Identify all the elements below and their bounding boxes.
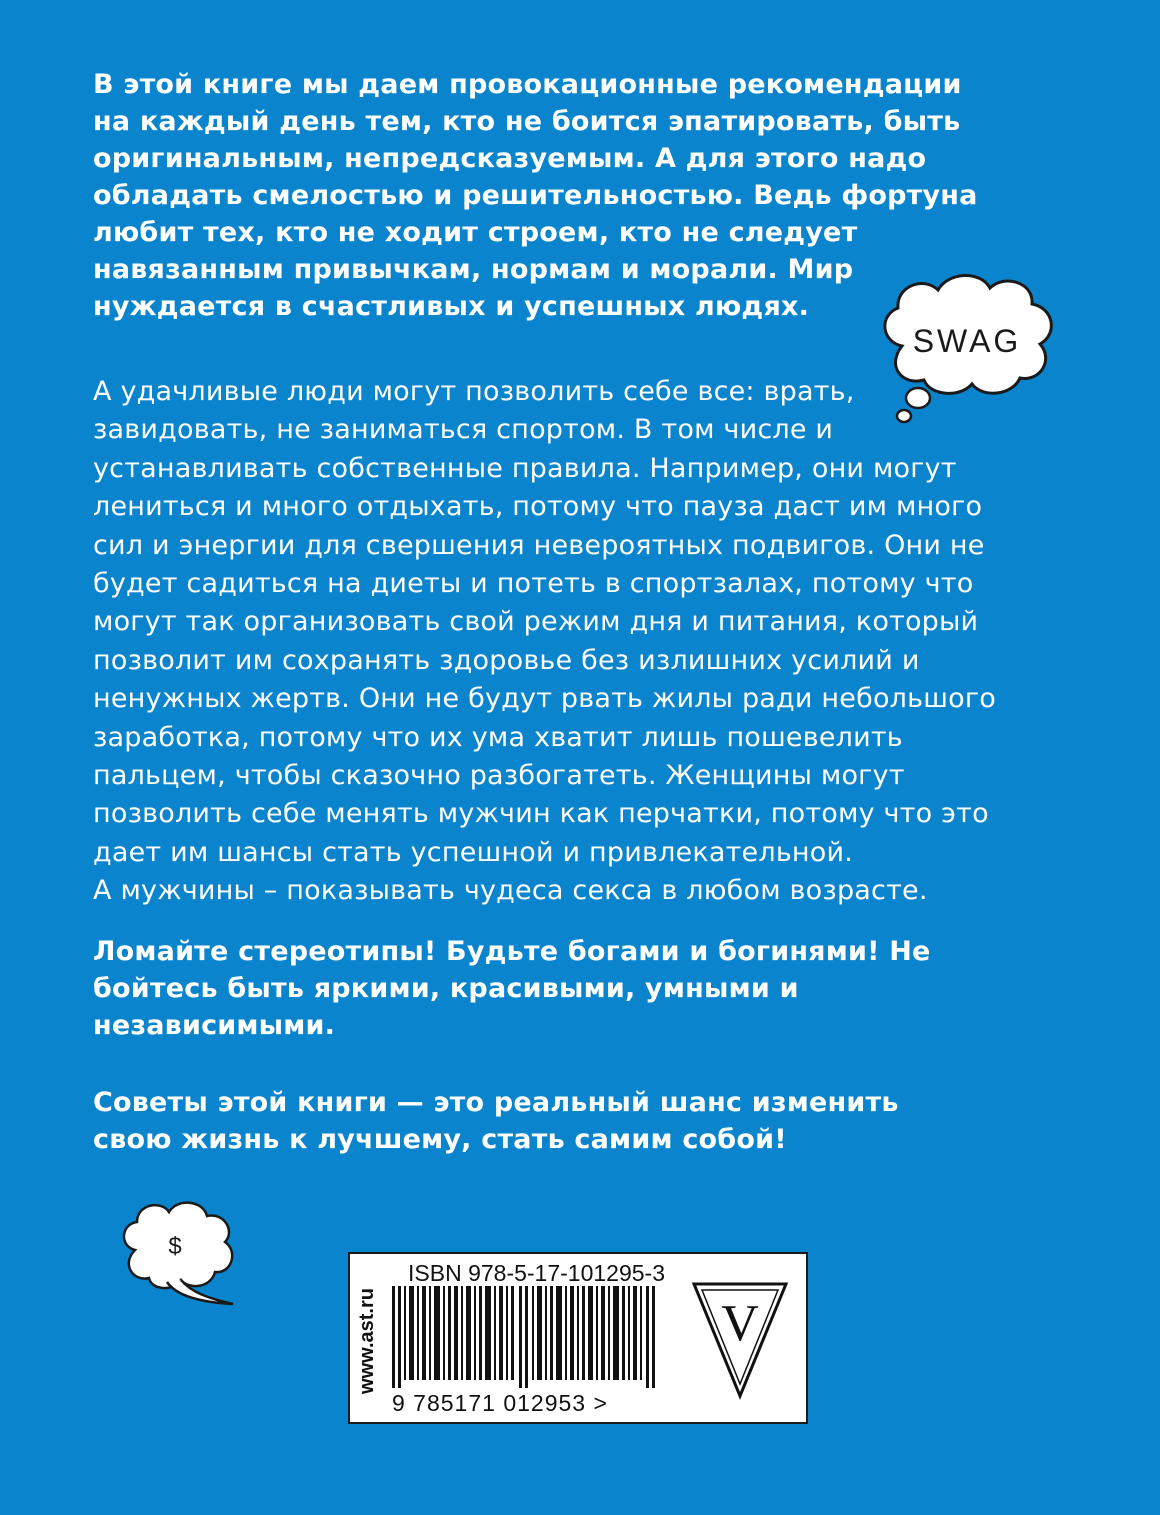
call-to-action-paragraph <box>93 933 931 1044</box>
text-line: заработка, потому что их ума хватит лишь пошевелить <box>93 721 903 753</box>
publisher-v-logo-icon <box>690 1280 790 1400</box>
text-line: свою жизнь к лучшему, стать самим собой! <box>93 1124 787 1155</box>
text-line: А удачливые люди могут позволить себе все: врать, <box>93 376 855 407</box>
swag-thought-cloud-icon <box>872 268 1062 428</box>
text-line: любит тех, кто не ходит строем, кто не следует <box>93 217 858 248</box>
body-paragraph <box>93 373 996 911</box>
publisher-website: www.ast.ru <box>356 1288 378 1394</box>
text-line: завидовать, не заниматься спортом. В том числе и <box>93 414 834 446</box>
text-line: могут так организовать свой режим дня и питания, который <box>93 606 979 638</box>
text-line: А мужчины – показывать чудеса секса в любом возрасте. <box>93 875 928 907</box>
text-line: сил и энергии для свершения невероятных подвигов. Они не <box>93 529 985 561</box>
barcode-icon <box>392 1286 662 1388</box>
barcode-digits: 9 785171 012953 > <box>392 1390 608 1416</box>
isbn-label: ISBN 978-5-17-101295-3 <box>408 1260 665 1286</box>
text-line: навязанным привычкам, нормам и морали. Мир <box>93 254 854 285</box>
dollar-text: $ <box>168 1233 182 1260</box>
text-line: позволить себе менять мужчин как перчатки, потому что это <box>93 798 989 830</box>
text-line: Ломайте стереотипы! Будьте богами и богинями! Не <box>93 936 931 967</box>
publisher-mark-text: V <box>721 1295 759 1352</box>
text-line: лениться и много отдыхать, потому что пауза даст им много <box>93 491 983 523</box>
text-line: дает им шансы стать успешной и привлекательной. <box>93 836 854 868</box>
text-line: позволит им сохранять здоровье без излишних усилий и <box>93 644 920 676</box>
text-line: В этой книге мы даем провокационные рекомендации <box>93 69 962 100</box>
text-line: оригинальным, непредсказуемым. А для этого надо <box>93 143 927 174</box>
text-line: на каждый день тем, кто не боится эпатировать, быть <box>93 106 961 137</box>
text-line: обладать смелостью и решительностью. Ведь фортуна <box>93 180 978 211</box>
dollar-speech-cloud-icon <box>115 1198 240 1308</box>
text-line: пальцем, чтобы сказочно разбогатеть. Женщины могут <box>93 760 905 792</box>
text-line: нуждается в счастливых и успешных людях. <box>93 291 810 322</box>
text-line: бойтесь быть яркими, красивыми, умными и <box>93 973 799 1004</box>
text-line: Советы этой книги — это реальный шанс изменить <box>93 1087 899 1118</box>
text-line: независимыми. <box>93 1010 336 1041</box>
swag-text: SWAG <box>912 323 1022 359</box>
text-line: ненужных жертв. Они не будут рвать жилы ради небольшого <box>93 683 996 715</box>
text-line: будет садиться на диеты и потеть в спортзалах, потому что <box>93 568 974 600</box>
closing-paragraph <box>93 1084 899 1158</box>
text-line: устанавливать собственные правила. Например, они могут <box>93 452 957 484</box>
intro-paragraph <box>93 66 978 325</box>
